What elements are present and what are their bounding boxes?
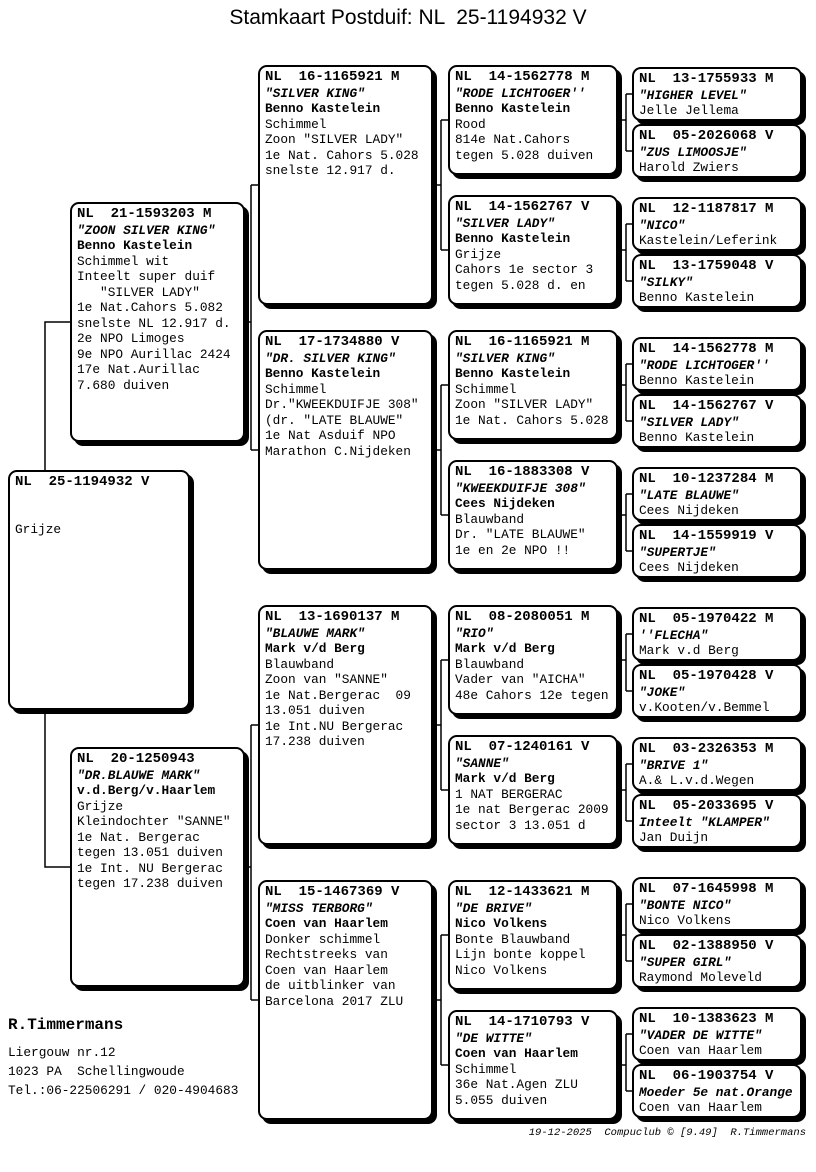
owner-phone: Tel.:06-22506291 / 020-4904683 xyxy=(8,1083,239,1098)
bird-name: "VADER DE WITTE" xyxy=(639,1027,762,1043)
detail-line: Blauwband xyxy=(455,511,525,527)
ring-number: NL 14-1710793 V xyxy=(455,1014,590,1030)
detail-line: Cahors 1e sector 3 xyxy=(455,262,594,277)
ring-number: NL 13-1690137 M xyxy=(265,609,400,625)
detail-line: Schimmel xyxy=(455,381,517,397)
detail-line: 1e nat Bergerac 2009 xyxy=(455,802,609,817)
pedigree-box-subject xyxy=(8,470,190,710)
pedigree-box-ggg3 xyxy=(632,197,802,251)
detail-line: Blauwband xyxy=(265,656,335,672)
detail-line: tegen 13.051 duiven xyxy=(77,845,223,860)
page-title: Stamkaart Postduif: NL 25-1194932 V xyxy=(229,6,587,29)
ring-number: NL 05-2033695 V xyxy=(639,798,774,814)
bird-name: "SANNE" xyxy=(455,755,509,771)
detail-line: Zoon "SILVER LADY" xyxy=(455,397,594,412)
pedigree-box-ggg13 xyxy=(632,877,802,931)
bird-name: "BONTE NICO" xyxy=(639,897,732,913)
bird-name: "ZOON SILVER KING" xyxy=(77,222,216,238)
detail-line: tegen 5.028 duiven xyxy=(455,147,594,163)
breeder-name: Benno Kastelein xyxy=(639,290,755,305)
detail-line xyxy=(15,506,183,522)
detail-line: Coen van Haarlem xyxy=(265,962,388,978)
detail-line: Vader van "AICHA" xyxy=(455,672,586,687)
bird-name: "SILVER LADY" xyxy=(639,414,739,430)
ring-number: NL 14-1559919 V xyxy=(639,528,774,544)
ring-number: NL 16-1883308 V xyxy=(455,464,590,480)
ring-number: NL 05-1970422 M xyxy=(639,611,774,627)
bird-name: "LATE BLAUWE" xyxy=(639,487,739,503)
bird-name: "ZUS LIMOOSJE" xyxy=(639,144,747,160)
detail-line: Donker schimmel xyxy=(265,931,381,947)
ring-number: NL 08-2080051 M xyxy=(455,609,590,625)
pedigree-box-ggg11 xyxy=(632,737,802,791)
detail-line: 17e Nat.Aurillac xyxy=(77,362,200,377)
pedigree-box-ggg16 xyxy=(632,1064,802,1118)
pedigree-box-gp4 xyxy=(258,880,433,1120)
ring-number: NL 14-1562767 V xyxy=(455,199,590,215)
detail-line: Zoon "SILVER LADY" xyxy=(265,132,404,147)
detail-line: 1e Nat. Cahors 5.028 xyxy=(455,412,609,428)
detail-line: 1e Int.NU Bergerac xyxy=(265,718,404,734)
detail-line: Kleindochter "SANNE" xyxy=(77,814,231,829)
detail-line: 1e Nat.Cahors 5.082 xyxy=(77,300,223,315)
bird-name: "NICO" xyxy=(639,217,686,233)
breeder-name: Mark v.d Berg xyxy=(639,643,739,658)
detail-line: Schimmel xyxy=(265,116,327,132)
ring-number: NL 15-1467369 V xyxy=(265,884,400,900)
breeder-name: Benno Kastelein xyxy=(265,366,381,381)
breeder-name: Mark v/d Berg xyxy=(265,641,365,656)
bird-name: Inteelt "KLAMPER" xyxy=(639,814,770,830)
pedigree-box-ggp4 xyxy=(448,460,618,570)
breeder-name: Mark v/d Berg xyxy=(455,771,555,786)
bird-name: "MISS TERBORG" xyxy=(265,900,373,916)
detail-line: Nico Volkens xyxy=(455,962,548,978)
pedigree-box-ggg5 xyxy=(632,337,802,391)
detail-line: Rood xyxy=(455,116,486,132)
bird-name: "RIO" xyxy=(455,625,494,641)
pedigree-box-ggg10 xyxy=(632,664,802,718)
breeder-name: Coen van Haarlem xyxy=(639,1043,762,1058)
detail-line: snelste 12.917 d. xyxy=(265,163,396,178)
detail-line: Grijze xyxy=(455,246,502,262)
detail-line: Barcelona 2017 ZLU xyxy=(265,993,404,1009)
detail-line: Grijze xyxy=(77,798,124,814)
detail-line: Inteelt super duif xyxy=(77,269,216,284)
pedigree-box-ggp3 xyxy=(448,330,618,440)
pedigree-box-ggg4 xyxy=(632,254,802,308)
pedigree-box-ggp5 xyxy=(448,605,618,715)
ring-number: NL 12-1187817 M xyxy=(639,201,774,217)
detail-line: Marathon C.Nijdeken xyxy=(265,443,411,459)
breeder-name: Benno Kastelein xyxy=(455,366,571,381)
breeder-name: Kastelein/Leferink xyxy=(639,233,778,248)
ring-number: NL 07-1240161 V xyxy=(455,739,590,755)
detail-line: Grijze xyxy=(15,521,62,537)
pedigree-box-ggg6 xyxy=(632,394,802,448)
detail-line: tegen 5.028 d. en xyxy=(455,277,586,293)
breeder-name: Coen van Haarlem xyxy=(639,1100,762,1115)
detail-line: 1e Int. NU Bergerac xyxy=(77,860,223,876)
detail-line: Rechtstreeks van xyxy=(265,947,388,962)
detail-line: 1e Nat. Bergerac xyxy=(77,829,200,845)
pedigree-box-ggp8 xyxy=(448,1010,618,1120)
breeder-name: Benno Kastelein xyxy=(265,101,381,116)
detail-line: de uitblinker van xyxy=(265,978,396,993)
ring-number: NL 06-1903754 V xyxy=(639,1068,774,1084)
detail-line: 1 NAT BERGERAC xyxy=(455,786,563,802)
detail-line: sector 3 13.051 d xyxy=(455,817,586,833)
detail-line: tegen 17.238 duiven xyxy=(77,876,223,891)
detail-line: Schimmel wit xyxy=(77,253,170,269)
breeder-name: Harold Zwiers xyxy=(639,160,739,175)
bird-name: "SILVER KING" xyxy=(455,350,555,366)
breeder-name: Cees Nijdeken xyxy=(455,496,555,511)
bird-name: "JOKE" xyxy=(639,684,686,700)
detail-line: 7.680 duiven xyxy=(77,377,170,393)
ring-number: NL 10-1383623 M xyxy=(639,1011,774,1027)
bird-name: "RODE LICHTOGER'' xyxy=(455,85,586,101)
ring-number: NL 21-1593203 M xyxy=(77,206,212,222)
pedigree-box-ggg9 xyxy=(632,607,802,661)
pedigree-box-gp1 xyxy=(258,65,433,305)
breeder-name: Raymond Moleveld xyxy=(639,970,762,985)
detail-line: Lijn bonte koppel xyxy=(455,947,586,962)
print-footer: 19-12-2025 Compuclub © [9.49] R.Timmermans xyxy=(528,1127,806,1139)
bird-name: "SILKY" xyxy=(639,274,693,290)
detail-line: 48e Cahors 12e tegen xyxy=(455,687,609,703)
pedigree-box-ggg12 xyxy=(632,794,802,848)
ring-number: NL 16-1165921 M xyxy=(265,69,400,85)
breeder-name: Jan Duijn xyxy=(639,830,709,845)
detail-line: Dr. "LATE BLAUWE" xyxy=(455,527,586,542)
ring-number: NL 07-1645998 M xyxy=(639,881,774,897)
detail-line: 814e Nat.Cahors xyxy=(455,132,571,147)
detail-line: Dr."KWEEKDUIFJE 308" xyxy=(265,397,419,412)
bird-name: "BRIVE 1" xyxy=(639,757,709,773)
bird-name: "SILVER LADY" xyxy=(455,215,555,231)
detail-line: snelste NL 12.917 d. xyxy=(77,315,231,331)
bird-name: ''FLECHA" xyxy=(639,627,709,643)
pedigree-box-father xyxy=(70,202,245,442)
breeder-name: Nico Volkens xyxy=(639,913,732,928)
pedigree-box-ggg8 xyxy=(632,524,802,578)
breeder-name: Benno Kastelein xyxy=(77,238,193,253)
pedigree-box-ggg1 xyxy=(632,67,802,121)
ring-number: NL 14-1562778 M xyxy=(455,69,590,85)
detail-line: Schimmel xyxy=(455,1061,517,1077)
detail-line xyxy=(15,491,183,507)
breeder-name: v.d.Berg/v.Haarlem xyxy=(77,783,216,798)
pedigree-box-gp3 xyxy=(258,605,433,845)
ring-number: NL 25-1194932 V xyxy=(15,474,150,490)
ring-number: NL 12-1433621 M xyxy=(455,884,590,900)
pedigree-box-ggp1 xyxy=(448,65,618,175)
pedigree-box-gp2 xyxy=(258,330,433,570)
bird-name: Moeder 5e nat.Orange xyxy=(639,1084,793,1100)
bird-name: "SUPER GIRL" xyxy=(639,954,732,970)
detail-line: 1e Nat. Cahors 5.028 xyxy=(265,147,419,163)
ring-number: NL 03-2326353 M xyxy=(639,741,774,757)
bird-name: "SUPERTJE" xyxy=(639,544,716,560)
detail-line: 17.238 duiven xyxy=(265,734,365,749)
detail-line: 13.051 duiven xyxy=(265,703,365,718)
breeder-name: Jelle Jellema xyxy=(639,103,739,118)
ring-number: NL 05-2026068 V xyxy=(639,128,774,144)
bird-name: "DR. SILVER KING" xyxy=(265,350,396,366)
breeder-name: Coen van Haarlem xyxy=(265,916,388,931)
detail-line: 36e Nat.Agen ZLU xyxy=(455,1077,578,1092)
breeder-name: A.& L.v.d.Wegen xyxy=(639,773,755,788)
bird-name: "KWEEKDUIFJE 308" xyxy=(455,480,586,496)
breeder-name: Coen van Haarlem xyxy=(455,1046,578,1061)
pedigree-box-ggg14 xyxy=(632,934,802,988)
bird-name: "BLAUWE MARK" xyxy=(265,625,365,641)
detail-line: Schimmel xyxy=(265,381,327,397)
breeder-name: Benno Kastelein xyxy=(455,101,571,116)
detail-line: 1e Nat Asduif NPO xyxy=(265,428,396,443)
ring-number: NL 02-1388950 V xyxy=(639,938,774,954)
pedigree-box-ggg7 xyxy=(632,467,802,521)
bird-name: "DE WITTE" xyxy=(455,1030,532,1046)
detail-line: 5.055 duiven xyxy=(455,1092,548,1108)
detail-line: 2e NPO Limoges xyxy=(77,331,185,346)
ring-number: NL 17-1734880 V xyxy=(265,334,400,350)
bird-name: "RODE LICHTOGER'' xyxy=(639,357,770,373)
detail-line: 9e NPO Aurillac 2424 xyxy=(77,346,231,362)
pedigree-box-ggg2 xyxy=(632,124,802,178)
pedigree-box-ggp6 xyxy=(448,735,618,845)
detail-line: Zoon van "SANNE" xyxy=(265,672,388,687)
breeder-name: v.Kooten/v.Bemmel xyxy=(639,700,770,715)
ring-number: NL 14-1562767 V xyxy=(639,398,774,414)
pedigree-box-ggg15 xyxy=(632,1007,802,1061)
pedigree-box-ggp2 xyxy=(448,195,618,305)
ring-number: NL 20-1250943 xyxy=(77,751,195,767)
detail-line: Bonte Blauwband xyxy=(455,931,571,947)
detail-line: "SILVER LADY" xyxy=(77,284,200,300)
pedigree-box-ggp7 xyxy=(448,880,618,990)
detail-line: Blauwband xyxy=(455,656,525,672)
owner-name: R.Timmermans xyxy=(8,1016,124,1034)
owner-street: Liergouw nr.12 xyxy=(8,1045,116,1060)
bird-name: "DR.BLAUWE MARK" xyxy=(77,767,200,783)
detail-line: 1e en 2e NPO !! xyxy=(455,542,571,558)
detail-line: (dr. "LATE BLAUWE" xyxy=(265,412,404,428)
ring-number: NL 13-1759048 V xyxy=(639,258,774,274)
bird-name: "SILVER KING" xyxy=(265,85,365,101)
owner-address-block xyxy=(8,1016,238,1100)
ring-number: NL 10-1237284 M xyxy=(639,471,774,487)
ring-number: NL 16-1165921 M xyxy=(455,334,590,350)
pedigree-box-mother xyxy=(70,747,245,987)
breeder-name: Benno Kastelein xyxy=(639,430,755,445)
bird-name: "DE BRIVE" xyxy=(455,900,532,916)
breeder-name: Cees Nijdeken xyxy=(639,560,739,575)
detail-line: 1e Nat.Bergerac 09 xyxy=(265,687,411,703)
bird-name: "HIGHER LEVEL" xyxy=(639,87,747,103)
breeder-name: Mark v/d Berg xyxy=(455,641,555,656)
ring-number: NL 05-1970428 V xyxy=(639,668,774,684)
breeder-name: Benno Kastelein xyxy=(639,373,755,388)
ring-number: NL 13-1755933 M xyxy=(639,71,774,87)
breeder-name: Cees Nijdeken xyxy=(639,503,739,518)
owner-city: 1023 PA Schellingwoude xyxy=(8,1064,185,1079)
breeder-name: Benno Kastelein xyxy=(455,231,571,246)
breeder-name: Nico Volkens xyxy=(455,916,548,931)
ring-number: NL 14-1562778 M xyxy=(639,341,774,357)
